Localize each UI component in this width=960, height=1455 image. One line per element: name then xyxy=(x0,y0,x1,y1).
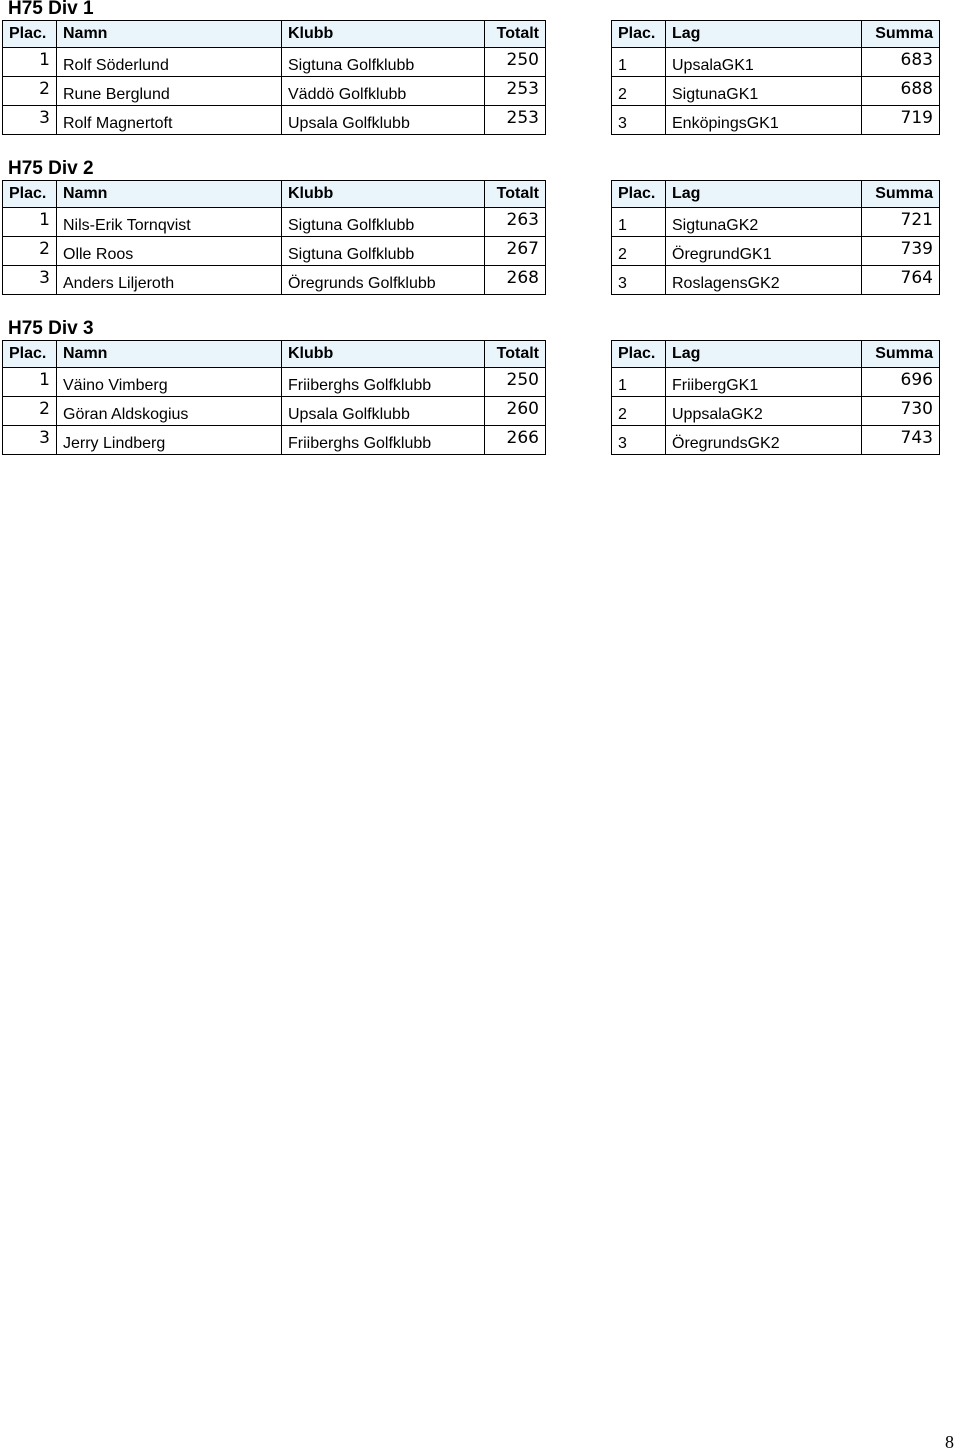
namn-cell: Rolf Magnertoft xyxy=(57,106,282,135)
header-plac: Plac. xyxy=(612,21,666,48)
table-row xyxy=(3,368,546,397)
header-namn: Namn xyxy=(57,21,282,48)
namn-cell: Göran Aldskogius xyxy=(57,397,282,426)
plac-cell: 1 xyxy=(612,48,666,77)
totalt-cell: 266 xyxy=(485,426,546,455)
summa-cell: 764 xyxy=(862,266,940,295)
lag-cell: EnköpingsGK1 xyxy=(666,106,862,135)
summa-cell: 688 xyxy=(862,77,940,106)
header-row xyxy=(612,341,940,368)
table-row xyxy=(612,397,940,426)
header-plac: Plac. xyxy=(3,21,57,48)
plac-cell: 1 xyxy=(3,208,57,237)
header-lag: Lag xyxy=(666,341,862,368)
player-results-table xyxy=(2,180,546,295)
header-klubb: Klubb xyxy=(282,21,485,48)
lag-cell: SigtunaGK1 xyxy=(666,77,862,106)
plac-cell: 1 xyxy=(3,48,57,77)
table-row xyxy=(612,106,940,135)
summa-cell: 721 xyxy=(862,208,940,237)
plac-cell: 3 xyxy=(3,266,57,295)
lag-cell: ÖregrundGK1 xyxy=(666,237,862,266)
plac-cell: 3 xyxy=(3,106,57,135)
division-3 xyxy=(0,320,960,480)
plac-cell: 1 xyxy=(612,208,666,237)
plac-cell: 2 xyxy=(612,237,666,266)
lag-cell: SigtunaGK2 xyxy=(666,208,862,237)
totalt-cell: 267 xyxy=(485,237,546,266)
plac-cell: 3 xyxy=(612,106,666,135)
plac-cell: 2 xyxy=(612,77,666,106)
table-row xyxy=(3,426,546,455)
header-namn: Namn xyxy=(57,341,282,368)
totalt-cell: 260 xyxy=(485,397,546,426)
division-1 xyxy=(0,0,960,160)
klubb-cell: Friiberghs Golfklubb xyxy=(282,368,485,397)
header-row xyxy=(3,181,546,208)
namn-cell: Olle Roos xyxy=(57,237,282,266)
division-title: H75 Div 1 xyxy=(8,0,94,19)
division-title: H75 Div 2 xyxy=(8,158,94,179)
summa-cell: 696 xyxy=(862,368,940,397)
plac-cell: 2 xyxy=(3,77,57,106)
plac-cell: 1 xyxy=(3,368,57,397)
header-totalt: Totalt xyxy=(485,341,546,368)
header-row xyxy=(612,21,940,48)
totalt-cell: 253 xyxy=(485,77,546,106)
header-klubb: Klubb xyxy=(282,181,485,208)
lag-cell: ÖregrundsGK2 xyxy=(666,426,862,455)
summa-cell: 683 xyxy=(862,48,940,77)
summa-cell: 730 xyxy=(862,397,940,426)
team-results-table xyxy=(611,20,940,135)
lag-cell: UppsalaGK2 xyxy=(666,397,862,426)
klubb-cell: Sigtuna Golfklubb xyxy=(282,208,485,237)
player-results-table xyxy=(2,20,546,135)
header-plac: Plac. xyxy=(3,341,57,368)
table-row xyxy=(3,48,546,77)
header-klubb: Klubb xyxy=(282,341,485,368)
plac-cell: 3 xyxy=(3,426,57,455)
table-row xyxy=(3,397,546,426)
totalt-cell: 253 xyxy=(485,106,546,135)
plac-cell: 3 xyxy=(612,426,666,455)
table-row xyxy=(612,426,940,455)
header-lag: Lag xyxy=(666,21,862,48)
division-2 xyxy=(0,160,960,320)
totalt-cell: 250 xyxy=(485,48,546,77)
summa-cell: 743 xyxy=(862,426,940,455)
team-results-table xyxy=(611,340,940,455)
header-totalt: Totalt xyxy=(485,21,546,48)
plac-cell: 2 xyxy=(3,237,57,266)
namn-cell: Rune Berglund xyxy=(57,77,282,106)
klubb-cell: Friiberghs Golfklubb xyxy=(282,426,485,455)
plac-cell: 2 xyxy=(612,397,666,426)
namn-cell: Nils-Erik Tornqvist xyxy=(57,208,282,237)
header-row xyxy=(3,341,546,368)
summa-cell: 739 xyxy=(862,237,940,266)
lag-cell: UpsalaGK1 xyxy=(666,48,862,77)
page-number: 8 xyxy=(945,1432,954,1452)
table-row xyxy=(612,237,940,266)
plac-cell: 2 xyxy=(3,397,57,426)
klubb-cell: Väddö Golfklubb xyxy=(282,77,485,106)
table-row xyxy=(612,77,940,106)
header-namn: Namn xyxy=(57,181,282,208)
namn-cell: Anders Liljeroth xyxy=(57,266,282,295)
header-plac: Plac. xyxy=(612,341,666,368)
table-row xyxy=(3,106,546,135)
header-lag: Lag xyxy=(666,181,862,208)
team-results-table xyxy=(611,180,940,295)
lag-cell: FriibergGK1 xyxy=(666,368,862,397)
table-row xyxy=(612,208,940,237)
klubb-cell: Öregrunds Golfklubb xyxy=(282,266,485,295)
header-plac: Plac. xyxy=(612,181,666,208)
totalt-cell: 268 xyxy=(485,266,546,295)
klubb-cell: Sigtuna Golfklubb xyxy=(282,237,485,266)
table-row xyxy=(3,237,546,266)
klubb-cell: Sigtuna Golfklubb xyxy=(282,48,485,77)
header-totalt: Totalt xyxy=(485,181,546,208)
plac-cell: 3 xyxy=(612,266,666,295)
division-title: H75 Div 3 xyxy=(8,318,94,339)
lag-cell: RoslagensGK2 xyxy=(666,266,862,295)
header-row xyxy=(612,181,940,208)
table-row xyxy=(3,77,546,106)
totalt-cell: 250 xyxy=(485,368,546,397)
table-row xyxy=(612,368,940,397)
summa-cell: 719 xyxy=(862,106,940,135)
header-summa: Summa xyxy=(862,181,940,208)
table-row xyxy=(612,48,940,77)
totalt-cell: 263 xyxy=(485,208,546,237)
klubb-cell: Upsala Golfklubb xyxy=(282,397,485,426)
plac-cell: 1 xyxy=(612,368,666,397)
table-row xyxy=(612,266,940,295)
klubb-cell: Upsala Golfklubb xyxy=(282,106,485,135)
table-row xyxy=(3,208,546,237)
header-summa: Summa xyxy=(862,21,940,48)
namn-cell: Rolf Söderlund xyxy=(57,48,282,77)
header-plac: Plac. xyxy=(3,181,57,208)
namn-cell: Jerry Lindberg xyxy=(57,426,282,455)
table-row xyxy=(3,266,546,295)
header-row xyxy=(3,21,546,48)
namn-cell: Väino Vimberg xyxy=(57,368,282,397)
header-summa: Summa xyxy=(862,341,940,368)
player-results-table xyxy=(2,340,546,455)
